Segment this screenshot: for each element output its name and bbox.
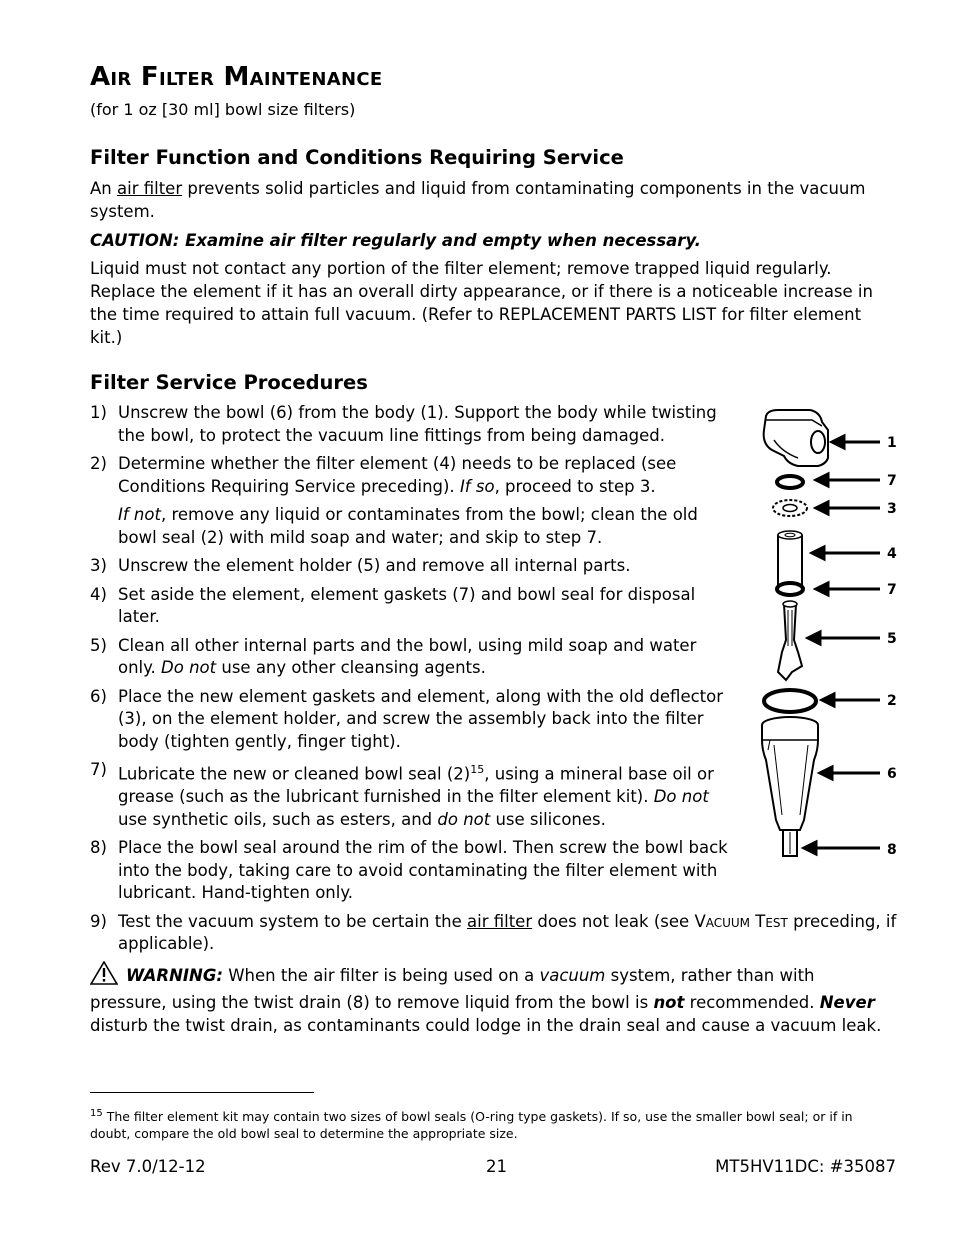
footnote xyxy=(90,1105,890,1142)
section-heading-procedures: Filter Service Procedures xyxy=(90,371,368,394)
text: system, rather than with pressure, using the twist drain (8) to remove liquid from the bowl is xyxy=(90,966,815,1012)
step-number: 6) xyxy=(90,686,107,706)
step-number: 9) xyxy=(90,911,107,931)
emphasis: not xyxy=(653,993,685,1012)
text: disturb the twist drain, as contaminants could lodge in the drain seal and cause a vacuum leak. xyxy=(90,1016,882,1035)
step-number: 8) xyxy=(90,838,107,857)
vacuum-test-ref: Vacuum Test xyxy=(694,911,788,931)
diagram-label: 7 xyxy=(887,582,897,598)
footnote-number: 15 xyxy=(90,1108,103,1119)
warning-label: WARNING: xyxy=(126,966,223,985)
step-number: 3) xyxy=(90,556,107,575)
air-filter-link[interactable]: air filter xyxy=(467,911,533,931)
diagram-label: 3 xyxy=(887,501,897,517)
filter-body-part xyxy=(764,410,828,466)
step-text: does not leak (see xyxy=(532,911,695,931)
step-text: Place the bowl seal around the rim of the bowl. Then screw the bowl back into the body, taking care to avoid contaminating the filter element with lubricant. Hand-tighten only. xyxy=(118,838,728,902)
step-number: 1) xyxy=(90,403,107,422)
warning-triangle-icon xyxy=(90,961,118,991)
step-number: 2) xyxy=(90,454,107,473)
footer-page-number: 21 xyxy=(486,1157,507,1176)
step-text: Lubricate the new or cleaned bowl seal (2) xyxy=(118,764,471,784)
text: An xyxy=(90,179,117,198)
deflector-part xyxy=(773,500,807,516)
page-subtitle: (for 1 oz [30 ml] bowl size filters) xyxy=(90,100,356,119)
step-text: use silicones. xyxy=(490,809,606,829)
diagram-label: 1 xyxy=(887,435,897,451)
diagram-label: 5 xyxy=(887,631,897,647)
step-text: Set aside the element, element gaskets (7) and bowl seal for disposal later. xyxy=(118,584,696,626)
diagram-label: 2 xyxy=(887,693,897,709)
step-number: 5) xyxy=(90,635,107,655)
step-text: , using a mineral base oil or grease (such as the lubricant furnished in the filter element kit). xyxy=(118,764,714,806)
bowl-seal-part xyxy=(764,690,816,712)
step-5 xyxy=(90,635,708,680)
air-filter-link[interactable]: air filter xyxy=(117,179,183,198)
section-heading-function: Filter Function and Conditions Requiring Service xyxy=(90,146,624,169)
text: recommended. xyxy=(684,993,820,1012)
step-emphasis: Do not xyxy=(653,787,709,806)
step-2 xyxy=(90,453,698,549)
step-number: 4) xyxy=(90,584,107,604)
step-4 xyxy=(90,584,708,629)
footer-revision: Rev 7.0/12-12 xyxy=(90,1157,206,1176)
step-7 xyxy=(90,759,730,831)
gasket-part xyxy=(777,476,803,488)
step-text: Unscrew the bowl (6) from the body (1). Support the body while twisting the bowl, to protect the vacuum line fittings from being damaged. xyxy=(118,403,717,445)
step-text: use synthetic oils, such as esters, and xyxy=(118,809,438,829)
step-emphasis: do not xyxy=(437,809,491,829)
footnote-text: The filter element kit may contain two sizes of bowl seals (O-ring type gaskets). If so, use the smaller bowl seal; or if in doubt, compare the old bowl seal to determine the appropriate size. xyxy=(90,1109,853,1142)
step-2-subparagraph xyxy=(118,504,698,549)
warning-paragraph xyxy=(90,961,890,1037)
step-text: Clean all other internal parts and the bowl, using mild soap and water only. xyxy=(118,635,697,677)
step-1 xyxy=(90,402,730,447)
element-holder-part xyxy=(778,601,802,680)
diagram-label: 7 xyxy=(887,473,897,489)
step-emphasis: Do not xyxy=(161,658,217,677)
step-text: Place the new element gaskets and element, along with the old deflector (3), on the element holder, and screw the assembly back into the filter body (tighten gently, finger tight). xyxy=(118,686,724,751)
step-text: Unscrew the element holder (5) and remove all internal parts. xyxy=(118,556,631,575)
filter-exploded-diagram xyxy=(748,400,908,870)
paragraph-conditions: Liquid must not contact any portion of the filter element; remove trapped liquid regularly. Replace the element if it has an overall dirty appearance, or if there is a noticeable increase in the time required to attain full vacuum. (Refer to REPLACEMENT PARTS LIST for filter element kit.) xyxy=(90,259,873,347)
diagram-label: 8 xyxy=(887,842,897,858)
diagram-label: 4 xyxy=(887,546,897,562)
footnote-ref[interactable]: 15 xyxy=(470,763,485,776)
step-8 xyxy=(90,837,743,905)
page-title: Air Filter Maintenance xyxy=(90,62,383,92)
bowl-part xyxy=(762,717,818,830)
text: prevents solid particles and liquid from contaminating components in the vacuum system. xyxy=(90,179,866,221)
step-emphasis: If not xyxy=(118,505,161,524)
footnote-divider xyxy=(90,1092,314,1093)
step-6 xyxy=(90,686,730,754)
step-3 xyxy=(90,555,730,578)
text: When the air filter is being used on a xyxy=(223,966,540,985)
emphasis: Never xyxy=(819,993,875,1012)
caution-text: CAUTION: Examine air filter regularly and empty when necessary. xyxy=(90,231,701,250)
step-9 xyxy=(90,911,898,956)
emphasis: vacuum xyxy=(539,966,606,985)
paragraph-function xyxy=(90,177,890,223)
step-text: Determine whether the filter element (4) needs to be replaced (see Conditions Requiring Service preceding). xyxy=(118,454,677,496)
twist-drain-part xyxy=(783,830,797,856)
step-text: , remove any liquid or contaminates from the bowl; clean the old bowl seal (2) with mild soap and water; and skip to step 7. xyxy=(118,505,698,547)
leader-arrows xyxy=(804,436,880,854)
diagram-label: 6 xyxy=(887,766,897,782)
step-text: Test the vacuum system to be certain the xyxy=(118,911,468,931)
gasket-part xyxy=(777,583,803,595)
step-text: preceding, if applicable). xyxy=(118,911,897,953)
step-text: use any other cleansing agents. xyxy=(216,658,486,677)
footer-document-id: MT5HV11DC: #35087 xyxy=(715,1157,896,1176)
step-number: 7) xyxy=(90,760,107,779)
step-emphasis: If so xyxy=(459,476,495,496)
step-text: , proceed to step 3. xyxy=(494,476,656,496)
